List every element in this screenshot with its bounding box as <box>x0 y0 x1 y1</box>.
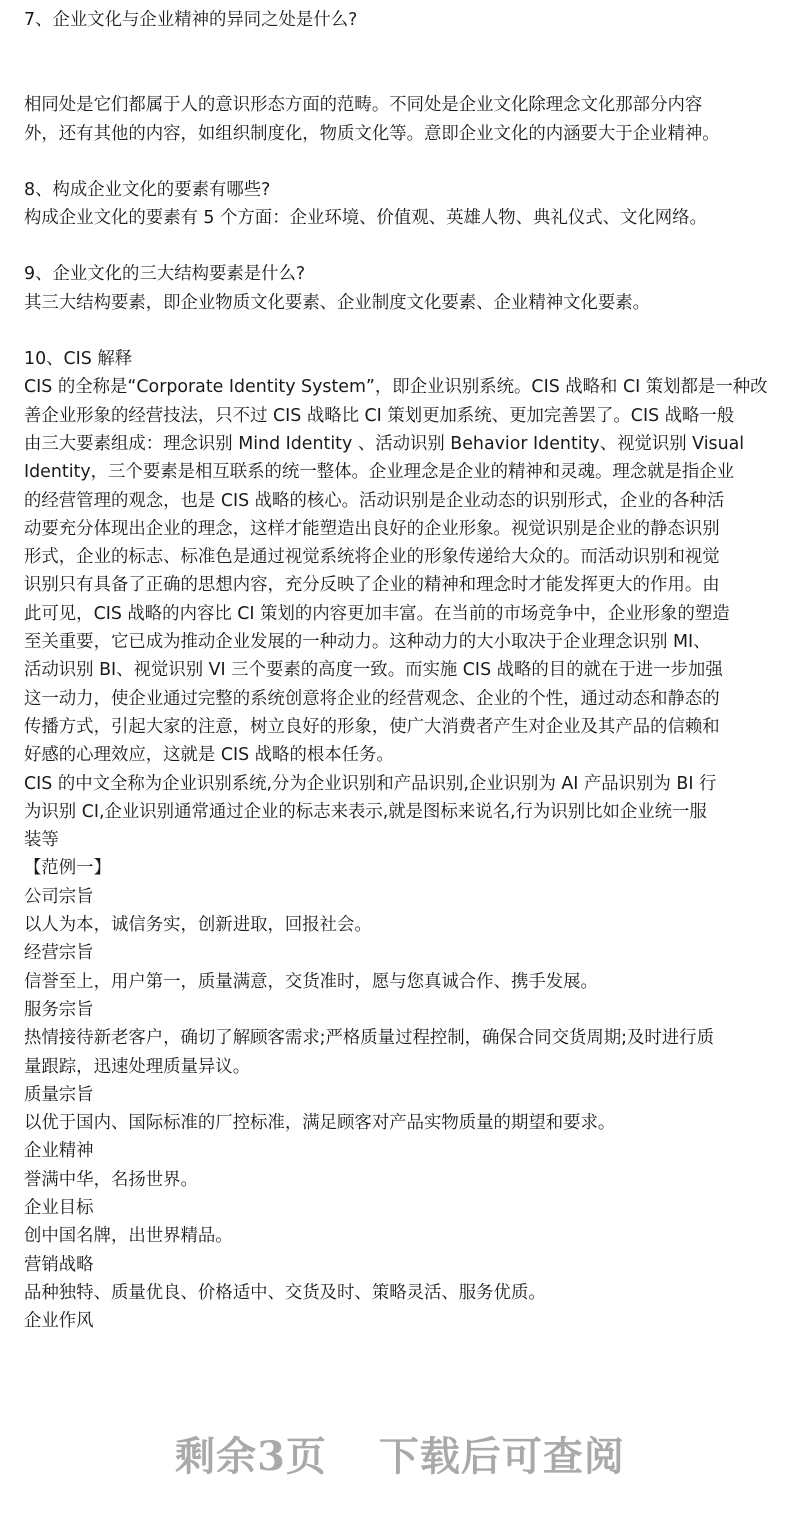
q7-answer-line-1: 相同处是它们都属于人的意识形态方面的范畴。不同处是企业文化除理念文化那部分内容 <box>24 95 703 116</box>
example-item-text: 创中国名牌，出世界精品。 <box>24 1226 233 1247</box>
example-item-text: 品种独特、质量优良、价格适中、交货及时、策略灵活、服务优质。 <box>24 1282 546 1303</box>
q10-answer-line: 动要充分体现出企业的理念，这样才能塑造出良好的企业形象。视觉识别是企业的静态识别 <box>24 518 720 539</box>
q10-answer-line: 形式，企业的标志、标准色是通过视觉系统将企业的形象传递给大众的。而活动识别和视觉 <box>24 547 720 568</box>
example-item-text: 信誉至上，用户第一，质量满意，交货准时，愿与您真诚合作、携手发展。 <box>24 971 598 992</box>
example-item-label: 质量宗旨 <box>24 1084 94 1105</box>
q10-answer-line: 至关重要，它已成为推动企业发展的一种动力。这种动力的大小取决于企业理念识别 MI、 <box>24 632 711 653</box>
q10-answer-line: 传播方式，引起大家的注意，树立良好的形象，使广大消费者产生对企业及其产品的信赖和 <box>24 716 720 737</box>
q10-answer-line: CIS 的中文全称为企业识别系统,分为企业识别和产品识别,企业识别为 AI 产品识别为 BI 行 <box>24 773 717 794</box>
spacer <box>24 232 780 260</box>
q7-answer-line-2: 外，还有其他的内容，如组织制度化，物质文化等。意即企业文化的内涵要大于企业精神。 <box>24 123 720 144</box>
example-item-text: 量跟踪，迅速处理质量异议。 <box>24 1056 251 1077</box>
q8-heading: 8、构成企业文化的要素有哪些? <box>24 179 271 200</box>
example-item-label: 公司宗旨 <box>24 886 94 907</box>
example-item-label: 企业目标 <box>24 1197 94 1218</box>
example-item-label: 企业精神 <box>24 1141 94 1162</box>
remaining-pages-text: 剩余3页 <box>175 1433 327 1480</box>
q7-heading: 7、企业文化与企业精神的异同之处是什么? <box>24 10 358 30</box>
example-item-text: 誉满中华，名扬世界。 <box>24 1169 198 1190</box>
download-prompt[interactable] <box>0 1425 800 1482</box>
q8-answer-line-1: 构成企业文化的要素有 5 个方面：企业环境、价值观、英雄人物、典礼仪式、文化网络。 <box>24 208 707 229</box>
spacer <box>24 317 780 345</box>
q10-answer-line: 此可见，CIS 战略的内容比 CI 策划的内容更加丰富。在当前的市场竞争中，企业形象的塑造 <box>24 603 730 624</box>
example-item-label: 营销战略 <box>24 1254 94 1275</box>
q9-answer-line-1: 其三大结构要素，即企业物质文化要素、企业制度文化要素、企业精神文化要素。 <box>24 292 651 313</box>
spacer <box>24 34 780 91</box>
example-item-text: 以人为本，诚信务实，创新进取，回报社会。 <box>24 915 372 936</box>
q10-answer-line: 好感的心理效应，这就是 CIS 战略的根本任务。 <box>24 745 394 766</box>
example-list <box>24 883 780 1336</box>
q10-answer-line: 善企业形象的经营技法，只不过 CIS 战略比 CI 策划更加系统、更加完善罢了。CIS 战略一般 <box>24 405 735 426</box>
example-title: 【范例一】 <box>24 858 111 879</box>
example-item-text: 热情接待新老客户，确切了解顾客需求;严格质量过程控制，确保合同交货周期;及时进行质 <box>24 1028 714 1049</box>
q10-answer-line: 识别只有具备了正确的思想内容，充分反映了企业的精神和理念时才能发挥更大的作用。由 <box>24 575 720 596</box>
example-item-label: 经营宗旨 <box>24 943 94 964</box>
q10-answer-line: 由三大要素组成：理念识别 Mind Identity 、活动识别 Behavior Identity、视觉识别 Visual <box>24 433 745 454</box>
q10-answer-line: 为识别 CI,企业识别通常通过企业的标志来表示,就是图标来说名,行为识别比如企业统一服 <box>24 801 707 822</box>
q10-answer-line: 这一动力，使企业通过完整的系统创意将企业的经营观念、企业的个性，通过动态和静态的 <box>24 688 720 709</box>
q10-answer-line: CIS 的全称是“Corporate Identity System”，即企业识别系统。CIS 战略和 CI 策划都是一种改 <box>24 377 768 398</box>
q10-heading: 10、CIS 解释 <box>24 349 133 370</box>
example-item-label: 企业作风 <box>24 1311 94 1332</box>
example-item-text: 以优于国内、国际标准的厂控标准，满足顾客对产品实物质量的期望和要求。 <box>24 1113 616 1134</box>
q10-answer-line: 活动识别 BI、视觉识别 VI 三个要素的高度一致。而实施 CIS 战略的目的就在于进一步加强 <box>24 660 723 681</box>
download-text: 下载后可查阅 <box>378 1433 625 1480</box>
spacer <box>24 148 780 176</box>
q10-answer-line: 装等 <box>24 830 59 851</box>
example-item-label: 服务宗旨 <box>24 999 94 1020</box>
q9-heading: 9、企业文化的三大结构要素是什么? <box>24 264 306 285</box>
document-body <box>24 6 780 1335</box>
q10-answer <box>24 373 780 854</box>
q10-answer-line: 的经营管理的观念，也是 CIS 战略的核心。活动识别是企业动态的识别形式，企业的各种活 <box>24 490 725 511</box>
q10-answer-line: Identity，三个要素是相互联系的统一整体。企业理念是企业的精神和灵魂。理念就是指企业 <box>24 462 735 483</box>
